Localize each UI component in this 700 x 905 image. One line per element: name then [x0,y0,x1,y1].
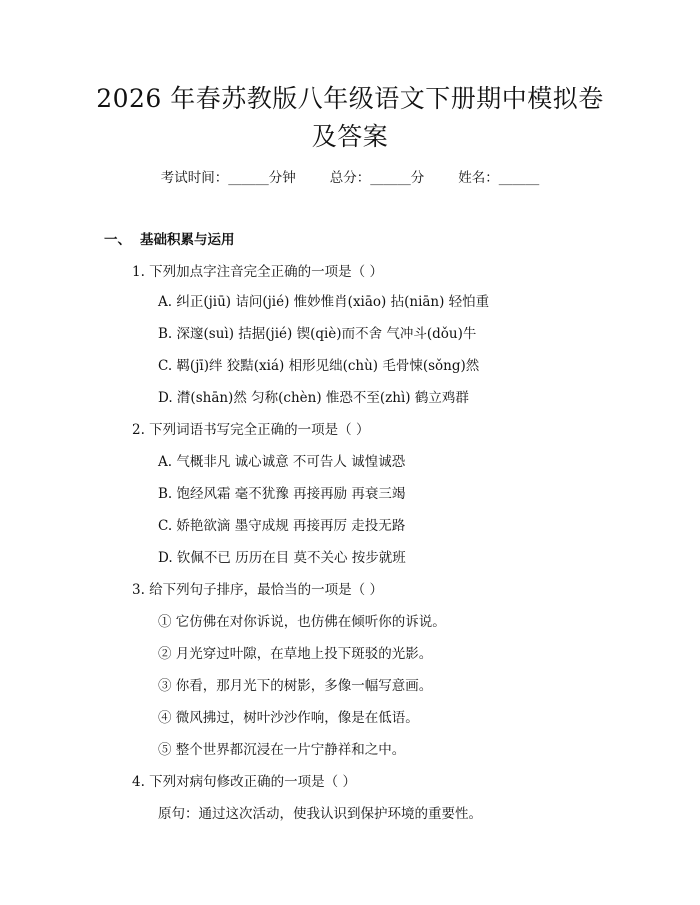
question-3-sentence-5: ⑤ 整个世界都沉浸在一片宁静祥和之中。 [158,742,406,758]
document-title-line1: 2026 年春苏教版八年级语文下册期中模拟卷 [96,84,604,113]
question-1-option-b: B. 深邃(suì) 拮据(jié) 锲(qiè)而不舍 气冲斗(dǒu)牛 [158,326,477,342]
question-1-option-a: A. 纠正(jiū) 诘问(jié) 惟妙惟肖(xiāo) 拈(niān) 轻怕重 [158,294,490,310]
question-2-option-b: B. 饱经风霜 毫不犹豫 再接再励 再衰三竭 [158,486,406,502]
question-2-stem: 2. 下列词语书写完全正确的一项是（ ） [132,422,370,438]
exam-meta-line [0,168,700,188]
question-1-option-c: C. 羁(jī)绊 狡黠(xiá) 相形见绌(chù) 毛骨悚(sǒng)然 [158,358,480,374]
question-3-sentence-4: ④ 微风拂过，树叶沙沙作响，像是在低语。 [158,710,419,726]
question-2-option-d: D. 钦佩不已 历历在目 莫不关心 按步就班 [158,550,406,566]
question-3-stem: 3. 给下列句子排序，最恰当的一项是（ ） [132,582,383,598]
question-3-sentence-1: ① 它仿佛在对你诉说，也仿佛在倾听你的诉说。 [158,614,446,630]
section-title: 基础积累与运用 [140,232,235,248]
section-number: 一、 [104,232,131,248]
question-1-stem: 1. 下列加点字注音完全正确的一项是（ ） [132,264,383,280]
exam-time-field: 考试时间：______分钟 [160,170,296,186]
question-4-original-sentence: 原句：通过这次活动，使我认识到保护环境的重要性。 [158,806,482,822]
question-3-sentence-2: ② 月光穿过叶隙，在草地上投下斑驳的光影。 [158,646,433,662]
total-score-field: 总分：______分 [329,170,425,186]
document-title-line2: 及答案 [311,122,389,151]
question-2-option-a: A. 气概非凡 诚心诚意 不可告人 诚惶诚恐 [158,454,406,470]
question-2-option-c: C. 娇艳欲滴 墨守成规 再接再厉 走投无路 [158,518,406,534]
student-name-field: 姓名：______ [458,170,540,186]
question-1-option-d: D. 潸(shān)然 匀称(chèn) 惟恐不至(zhì) 鹤立鸡群 [158,390,469,406]
section-heading [104,230,235,250]
question-3-sentence-3: ③ 你看，那月光下的树影，多像一幅写意画。 [158,678,433,694]
question-4-stem: 4. 下列对病句修改正确的一项是（ ） [132,774,356,790]
